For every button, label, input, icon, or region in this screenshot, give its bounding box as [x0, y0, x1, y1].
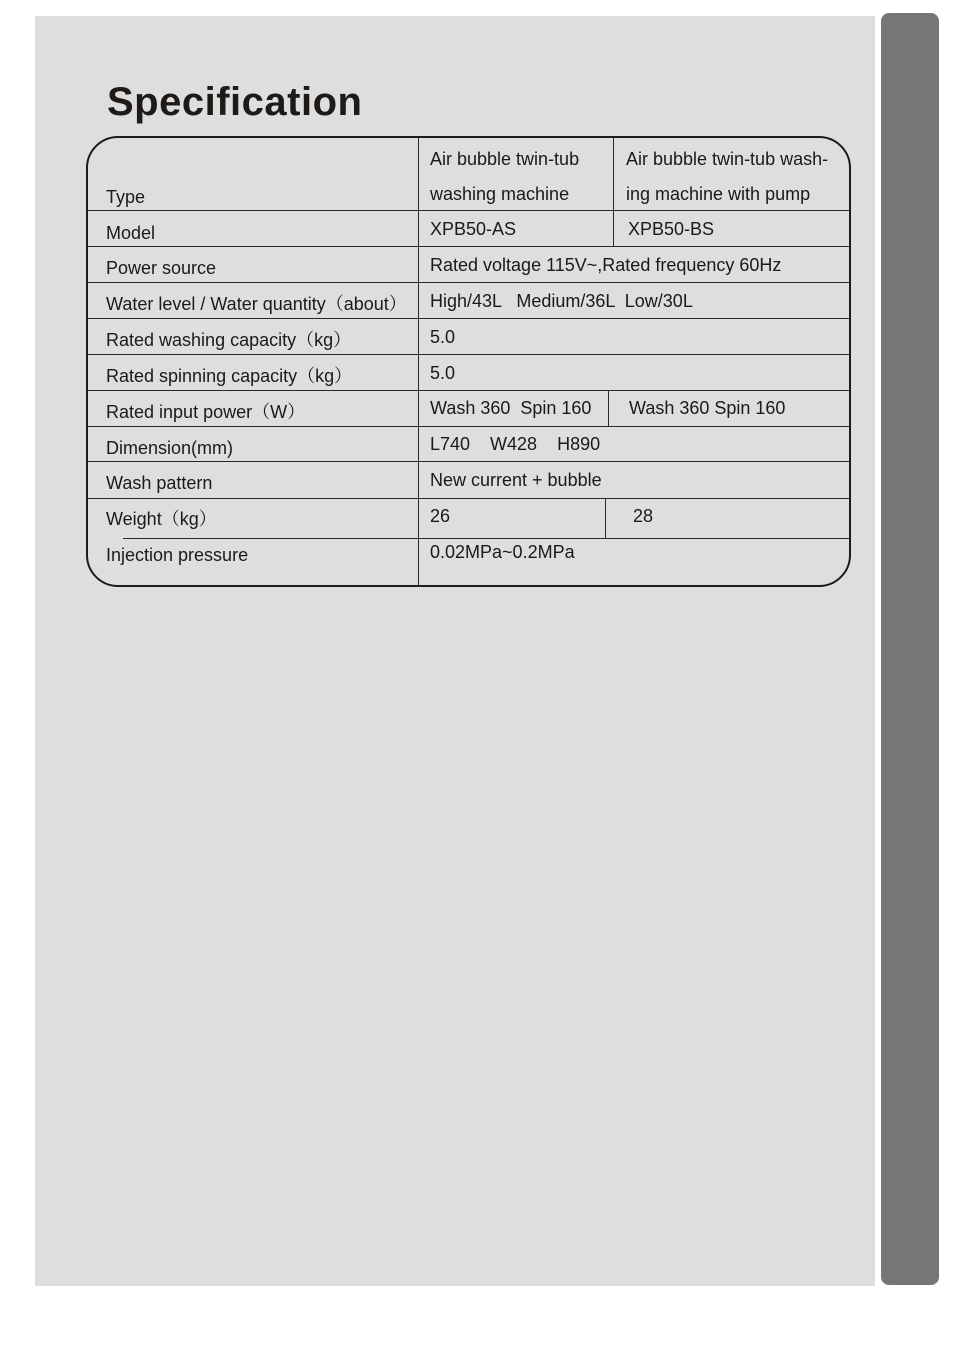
model-label: Model — [106, 223, 156, 243]
dimension-label: Dimension(mm) — [106, 438, 234, 458]
power-source-label: Power source — [106, 258, 217, 278]
spec-table — [86, 136, 851, 587]
row-divider — [88, 426, 851, 427]
type-col2-line2: ing machine with pump — [626, 184, 811, 204]
row-divider — [88, 246, 851, 247]
washing-capacity-label: Rated washing capacity（kg） — [106, 330, 352, 350]
weight-value-col2: 28 — [633, 506, 654, 526]
column-divider — [418, 138, 419, 587]
column-divider — [608, 390, 609, 426]
row-divider — [88, 498, 851, 499]
row-divider — [88, 282, 851, 283]
row-divider — [123, 538, 851, 539]
row-divider — [88, 318, 851, 319]
washing-capacity-value: 5.0 — [430, 327, 456, 347]
row-divider — [88, 390, 851, 391]
weight-label: Weight（kg） — [106, 509, 217, 529]
weight-value-col1: 26 — [430, 506, 451, 526]
injection-pressure-label: Injection pressure — [106, 545, 249, 565]
side-tab — [881, 13, 939, 1285]
type-col1-line2: washing machine — [430, 184, 570, 204]
row-divider — [88, 354, 851, 355]
power-source-value: Rated voltage 115V~,Rated frequency 60Hz — [430, 255, 782, 275]
type-value-col2 — [626, 142, 828, 212]
water-level-value: High/43L Medium/36L Low/30L — [430, 291, 693, 311]
injection-pressure-value: 0.02MPa~0.2MPa — [430, 542, 575, 562]
wash-pattern-value: New current + bubble — [430, 470, 602, 490]
model-value-col2: XPB50-BS — [628, 219, 715, 239]
input-power-value-col2: Wash 360 Spin 160 — [629, 398, 786, 418]
input-power-label: Rated input power（W） — [106, 402, 306, 422]
type-col1-line1: Air bubble twin-tub — [430, 149, 580, 169]
model-value-col1: XPB50-AS — [430, 219, 517, 239]
page-title: Specification — [107, 80, 363, 124]
water-level-label: Water level / Water quantity（about） — [106, 294, 407, 314]
type-value-col1 — [430, 142, 579, 212]
spinning-capacity-value: 5.0 — [430, 363, 456, 383]
type-col2-line1: Air bubble twin-tub wash- — [626, 149, 829, 169]
type-label: Type — [106, 187, 146, 207]
input-power-value-col1: Wash 360 Spin 160 — [430, 398, 592, 418]
dimension-value: L740 W428 H890 — [430, 434, 601, 454]
column-divider — [605, 498, 606, 538]
spinning-capacity-label: Rated spinning capacity（kg） — [106, 366, 353, 386]
column-divider — [613, 138, 614, 246]
row-divider — [88, 461, 851, 462]
wash-pattern-label: Wash pattern — [106, 473, 213, 493]
